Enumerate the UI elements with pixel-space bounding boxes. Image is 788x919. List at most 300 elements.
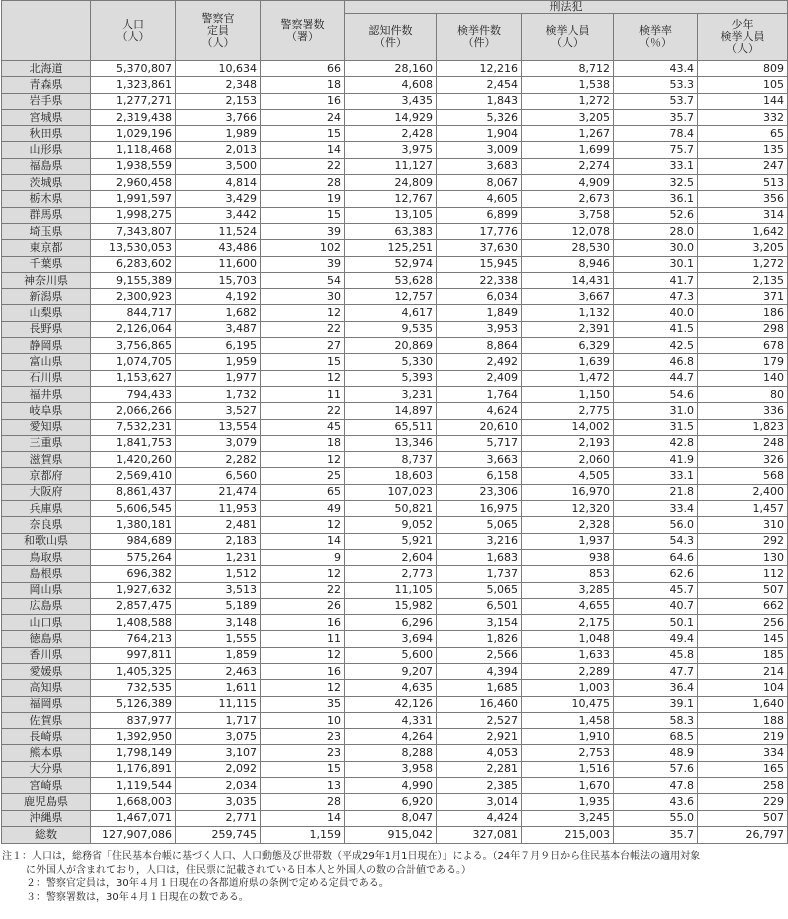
- value-cell: 52.6: [614, 207, 698, 223]
- prefecture-cell: 愛知県: [2, 419, 91, 435]
- value-cell: 28: [261, 175, 345, 191]
- note-3: ３：警察署数は，30年４月１日現在の数である。: [26, 891, 249, 903]
- value-cell: 41.5: [614, 321, 698, 337]
- value-cell: 513: [698, 175, 788, 191]
- value-cell: 43,486: [176, 240, 261, 256]
- value-cell: 2,604: [345, 549, 437, 565]
- value-cell: 2,391: [522, 321, 614, 337]
- value-cell: 1,467,071: [91, 810, 176, 826]
- table-row: [2, 386, 788, 402]
- value-cell: 188: [698, 712, 788, 728]
- value-cell: 20,869: [345, 338, 437, 354]
- value-cell: 1,472: [522, 370, 614, 386]
- value-cell: 1,176,891: [91, 761, 176, 777]
- value-cell: 1,998,275: [91, 207, 176, 223]
- value-cell: 27: [261, 338, 345, 354]
- table-row: [2, 810, 788, 826]
- value-cell: 2,921: [437, 729, 522, 745]
- prefecture-cell: 京都府: [2, 468, 91, 484]
- value-cell: 13,554: [176, 419, 261, 435]
- value-cell: 2,319,438: [91, 109, 176, 125]
- header-prefecture: [2, 1, 91, 61]
- table-row: [2, 647, 788, 663]
- value-cell: 1,457: [698, 501, 788, 517]
- prefecture-cell: 新潟県: [2, 289, 91, 305]
- table-row: [2, 435, 788, 451]
- value-cell: 14,897: [345, 403, 437, 419]
- prefecture-cell: 香川県: [2, 647, 91, 663]
- value-cell: 1,640: [698, 696, 788, 712]
- value-cell: 298: [698, 321, 788, 337]
- table-row: [2, 712, 788, 728]
- value-cell: 185: [698, 647, 788, 663]
- value-cell: 13: [261, 778, 345, 794]
- value-cell: 2,300,923: [91, 289, 176, 305]
- value-cell: 1,642: [698, 223, 788, 239]
- value-cell: 4,394: [437, 663, 522, 679]
- value-cell: 9,535: [345, 321, 437, 337]
- header-cleared-persons: 検挙人員 （人）: [522, 14, 614, 61]
- prefecture-cell: 奈良県: [2, 517, 91, 533]
- value-cell: 4,331: [345, 712, 437, 728]
- value-cell: 292: [698, 533, 788, 549]
- value-cell: 5,600: [345, 647, 437, 663]
- value-cell: 165: [698, 761, 788, 777]
- table-row: [2, 191, 788, 207]
- header-cleared-cases: 検挙件数 （件）: [437, 14, 522, 61]
- value-cell: 2,183: [176, 533, 261, 549]
- value-cell: 3,694: [345, 631, 437, 647]
- prefecture-cell: 福岡県: [2, 696, 91, 712]
- value-cell: 16: [261, 615, 345, 631]
- table-row: [2, 582, 788, 598]
- value-cell: 1,764: [437, 386, 522, 402]
- value-cell: 1,003: [522, 680, 614, 696]
- value-cell: 53.3: [614, 77, 698, 93]
- value-cell: 1,737: [437, 566, 522, 582]
- value-cell: 13,346: [345, 435, 437, 451]
- value-cell: 256: [698, 615, 788, 631]
- value-cell: 1,512: [176, 566, 261, 582]
- value-cell: 1,420,260: [91, 452, 176, 468]
- value-cell: 22: [261, 158, 345, 174]
- table-body: [2, 61, 788, 844]
- value-cell: 15: [261, 354, 345, 370]
- value-cell: 1,150: [522, 386, 614, 402]
- table-row: [2, 77, 788, 93]
- value-cell: 35.7: [614, 826, 698, 843]
- value-cell: 53.7: [614, 93, 698, 109]
- value-cell: 214: [698, 663, 788, 679]
- value-cell: 327,081: [437, 826, 522, 843]
- value-cell: 48.9: [614, 745, 698, 761]
- value-cell: 4,909: [522, 175, 614, 191]
- value-cell: 1,267: [522, 126, 614, 142]
- value-cell: 3,527: [176, 403, 261, 419]
- value-cell: 2,126,064: [91, 321, 176, 337]
- value-cell: 11: [261, 386, 345, 402]
- value-cell: 125,251: [345, 240, 437, 256]
- prefecture-cell: 鳥取県: [2, 549, 91, 565]
- value-cell: 258: [698, 778, 788, 794]
- value-cell: 33.1: [614, 468, 698, 484]
- value-cell: 65: [261, 484, 345, 500]
- table-row: [2, 761, 788, 777]
- value-cell: 64.6: [614, 549, 698, 565]
- value-cell: 5,370,807: [91, 61, 176, 77]
- value-cell: 6,920: [345, 794, 437, 810]
- value-cell: 662: [698, 598, 788, 614]
- value-cell: 4,617: [345, 305, 437, 321]
- value-cell: 4,655: [522, 598, 614, 614]
- value-cell: 5,326: [437, 109, 522, 125]
- value-cell: 568: [698, 468, 788, 484]
- value-cell: 6,899: [437, 207, 522, 223]
- value-cell: 575,264: [91, 549, 176, 565]
- prefecture-cell: 総数: [2, 826, 91, 843]
- table-row: [2, 598, 788, 614]
- value-cell: 22,338: [437, 272, 522, 288]
- value-cell: 63,383: [345, 223, 437, 239]
- table-row: [2, 778, 788, 794]
- value-cell: 1,555: [176, 631, 261, 647]
- value-cell: 16,975: [437, 501, 522, 517]
- value-cell: 1,683: [437, 549, 522, 565]
- value-cell: 107,023: [345, 484, 437, 500]
- value-cell: 4,814: [176, 175, 261, 191]
- table-row: [2, 517, 788, 533]
- value-cell: 104: [698, 680, 788, 696]
- prefecture-cell: 群馬県: [2, 207, 91, 223]
- value-cell: 2,527: [437, 712, 522, 728]
- value-cell: 15: [261, 761, 345, 777]
- value-cell: 215,003: [522, 826, 614, 843]
- value-cell: 14,929: [345, 109, 437, 125]
- value-cell: 24,809: [345, 175, 437, 191]
- value-cell: 1,826: [437, 631, 522, 647]
- value-cell: 65,511: [345, 419, 437, 435]
- value-cell: 12: [261, 452, 345, 468]
- table-row: [2, 663, 788, 679]
- value-cell: 2,857,475: [91, 598, 176, 614]
- value-cell: 10,634: [176, 61, 261, 77]
- value-cell: 2,385: [437, 778, 522, 794]
- value-cell: 2,463: [176, 663, 261, 679]
- value-cell: 105: [698, 77, 788, 93]
- value-cell: 35: [261, 696, 345, 712]
- prefecture-police-statistics-table: [1, 0, 788, 844]
- value-cell: 1,633: [522, 647, 614, 663]
- value-cell: 14: [261, 142, 345, 158]
- table-row: [2, 549, 788, 565]
- table-row: [2, 403, 788, 419]
- value-cell: 1,611: [176, 680, 261, 696]
- table-row: [2, 419, 788, 435]
- value-cell: 45: [261, 419, 345, 435]
- prefecture-cell: 島根県: [2, 566, 91, 582]
- value-cell: 3,014: [437, 794, 522, 810]
- value-cell: 1,935: [522, 794, 614, 810]
- value-cell: 31.5: [614, 419, 698, 435]
- value-cell: 33.4: [614, 501, 698, 517]
- value-cell: 8,288: [345, 745, 437, 761]
- value-cell: 3,663: [437, 452, 522, 468]
- value-cell: 49: [261, 501, 345, 517]
- value-cell: 1,048: [522, 631, 614, 647]
- value-cell: 3,513: [176, 582, 261, 598]
- value-cell: 1,841,753: [91, 435, 176, 451]
- prefecture-cell: 三重県: [2, 435, 91, 451]
- value-cell: 39: [261, 223, 345, 239]
- value-cell: 1,074,705: [91, 354, 176, 370]
- value-cell: 1,639: [522, 354, 614, 370]
- prefecture-cell: 兵庫県: [2, 501, 91, 517]
- value-cell: 1,859: [176, 647, 261, 663]
- table-row: [2, 354, 788, 370]
- value-cell: 314: [698, 207, 788, 223]
- value-cell: 1,231: [176, 549, 261, 565]
- value-cell: 809: [698, 61, 788, 77]
- value-cell: 78.4: [614, 126, 698, 142]
- value-cell: 1,405,325: [91, 663, 176, 679]
- value-cell: 49.4: [614, 631, 698, 647]
- prefecture-cell: 高知県: [2, 680, 91, 696]
- value-cell: 6,195: [176, 338, 261, 354]
- value-cell: 102: [261, 240, 345, 256]
- value-cell: 2,274: [522, 158, 614, 174]
- value-cell: 696,382: [91, 566, 176, 582]
- value-cell: 9: [261, 549, 345, 565]
- value-cell: 44.7: [614, 370, 698, 386]
- value-cell: 2,673: [522, 191, 614, 207]
- table-row: [2, 729, 788, 745]
- value-cell: 15: [261, 126, 345, 142]
- value-cell: 80: [698, 386, 788, 402]
- value-cell: 371: [698, 289, 788, 305]
- value-cell: 16,970: [522, 484, 614, 500]
- value-cell: 12: [261, 370, 345, 386]
- value-cell: 1,991,597: [91, 191, 176, 207]
- value-cell: 259,745: [176, 826, 261, 843]
- value-cell: 5,065: [437, 517, 522, 533]
- value-cell: 4,990: [345, 778, 437, 794]
- value-cell: 336: [698, 403, 788, 419]
- value-cell: 2,135: [698, 272, 788, 288]
- value-cell: 356: [698, 191, 788, 207]
- value-cell: 12: [261, 680, 345, 696]
- value-cell: 1,380,181: [91, 517, 176, 533]
- value-cell: 4,505: [522, 468, 614, 484]
- prefecture-cell: 静岡県: [2, 338, 91, 354]
- value-cell: 13,105: [345, 207, 437, 223]
- value-cell: 6,329: [522, 338, 614, 354]
- value-cell: 3,442: [176, 207, 261, 223]
- value-cell: 2,066,266: [91, 403, 176, 419]
- prefecture-cell: 大分県: [2, 761, 91, 777]
- value-cell: 35.7: [614, 109, 698, 125]
- value-cell: 5,921: [345, 533, 437, 549]
- value-cell: 1,277,271: [91, 93, 176, 109]
- value-cell: 57.6: [614, 761, 698, 777]
- value-cell: 10: [261, 712, 345, 728]
- value-cell: 9,155,389: [91, 272, 176, 288]
- value-cell: 37,630: [437, 240, 522, 256]
- value-cell: 2,092: [176, 761, 261, 777]
- prefecture-cell: 北海道: [2, 61, 91, 77]
- prefecture-cell: 長崎県: [2, 729, 91, 745]
- prefecture-cell: 富山県: [2, 354, 91, 370]
- value-cell: 10,475: [522, 696, 614, 712]
- value-cell: 36.4: [614, 680, 698, 696]
- value-cell: 1,717: [176, 712, 261, 728]
- value-cell: 915,042: [345, 826, 437, 843]
- value-cell: 1,959: [176, 354, 261, 370]
- value-cell: 1,989: [176, 126, 261, 142]
- value-cell: 1,516: [522, 761, 614, 777]
- value-cell: 2,328: [522, 517, 614, 533]
- value-cell: 310: [698, 517, 788, 533]
- table-row: [2, 272, 788, 288]
- value-cell: 2,153: [176, 93, 261, 109]
- prefecture-cell: 埼玉県: [2, 223, 91, 239]
- prefecture-cell: 福島県: [2, 158, 91, 174]
- table-row: [2, 289, 788, 305]
- table-row: [2, 207, 788, 223]
- value-cell: 28,530: [522, 240, 614, 256]
- value-cell: 16,460: [437, 696, 522, 712]
- value-cell: 1,670: [522, 778, 614, 794]
- value-cell: 46.8: [614, 354, 698, 370]
- value-cell: 3,487: [176, 321, 261, 337]
- value-cell: 62.6: [614, 566, 698, 582]
- value-cell: 8,864: [437, 338, 522, 354]
- value-cell: 1,904: [437, 126, 522, 142]
- header-police-officers: 警察官 定員 （人）: [176, 1, 261, 61]
- value-cell: 32.5: [614, 175, 698, 191]
- value-cell: 1,029,196: [91, 126, 176, 142]
- value-cell: 40.7: [614, 598, 698, 614]
- prefecture-cell: 岡山県: [2, 582, 91, 598]
- table-row: [2, 680, 788, 696]
- value-cell: 11,127: [345, 158, 437, 174]
- value-cell: 12: [261, 517, 345, 533]
- value-cell: 938: [522, 549, 614, 565]
- value-cell: 732,535: [91, 680, 176, 696]
- value-cell: 54.6: [614, 386, 698, 402]
- prefecture-cell: 石川県: [2, 370, 91, 386]
- value-cell: 1,843: [437, 93, 522, 109]
- value-cell: 3,216: [437, 533, 522, 549]
- value-cell: 21,474: [176, 484, 261, 500]
- table-row: [2, 256, 788, 272]
- table-row: [2, 321, 788, 337]
- value-cell: 42,126: [345, 696, 437, 712]
- value-cell: 2,282: [176, 452, 261, 468]
- value-cell: 45.7: [614, 582, 698, 598]
- value-cell: 25: [261, 468, 345, 484]
- table-row: [2, 468, 788, 484]
- value-cell: 19: [261, 191, 345, 207]
- table-row: [2, 615, 788, 631]
- value-cell: 30.0: [614, 240, 698, 256]
- value-cell: 984,689: [91, 533, 176, 549]
- value-cell: 22: [261, 582, 345, 598]
- value-cell: 58.3: [614, 712, 698, 728]
- value-cell: 22: [261, 403, 345, 419]
- value-cell: 3,154: [437, 615, 522, 631]
- value-cell: 12,767: [345, 191, 437, 207]
- value-cell: 26: [261, 598, 345, 614]
- value-cell: 41.7: [614, 272, 698, 288]
- value-cell: 26,797: [698, 826, 788, 843]
- prefecture-cell: 福井県: [2, 386, 91, 402]
- prefecture-cell: 大阪府: [2, 484, 91, 500]
- value-cell: 65: [698, 126, 788, 142]
- value-cell: 43.6: [614, 794, 698, 810]
- header-population: 人口 （人）: [91, 1, 176, 61]
- value-cell: 140: [698, 370, 788, 386]
- value-cell: 3,958: [345, 761, 437, 777]
- value-cell: 1,272: [522, 93, 614, 109]
- table-row: [2, 126, 788, 142]
- value-cell: 28: [261, 794, 345, 810]
- value-cell: 2,569,410: [91, 468, 176, 484]
- value-cell: 2,348: [176, 77, 261, 93]
- value-cell: 31.0: [614, 403, 698, 419]
- value-cell: 4,624: [437, 403, 522, 419]
- value-cell: 9,207: [345, 663, 437, 679]
- value-cell: 40.0: [614, 305, 698, 321]
- value-cell: 135: [698, 142, 788, 158]
- value-cell: 33.1: [614, 158, 698, 174]
- value-cell: 5,393: [345, 370, 437, 386]
- value-cell: 186: [698, 305, 788, 321]
- value-cell: 50,821: [345, 501, 437, 517]
- value-cell: 5,330: [345, 354, 437, 370]
- value-cell: 39: [261, 256, 345, 272]
- value-cell: 47.8: [614, 778, 698, 794]
- value-cell: 997,811: [91, 647, 176, 663]
- value-cell: 11,953: [176, 501, 261, 517]
- prefecture-cell: 熊本県: [2, 745, 91, 761]
- prefecture-cell: 長野県: [2, 321, 91, 337]
- value-cell: 2,771: [176, 810, 261, 826]
- value-cell: 12: [261, 647, 345, 663]
- prefecture-cell: 徳島県: [2, 631, 91, 647]
- value-cell: 11: [261, 631, 345, 647]
- value-cell: 18: [261, 435, 345, 451]
- value-cell: 12: [261, 566, 345, 582]
- value-cell: 23,306: [437, 484, 522, 500]
- value-cell: 1,699: [522, 142, 614, 158]
- value-cell: 13,530,053: [91, 240, 176, 256]
- value-cell: 12,757: [345, 289, 437, 305]
- value-cell: 21.8: [614, 484, 698, 500]
- value-cell: 2,492: [437, 354, 522, 370]
- value-cell: 1,938,559: [91, 158, 176, 174]
- value-cell: 2,013: [176, 142, 261, 158]
- value-cell: 334: [698, 745, 788, 761]
- prefecture-cell: 山梨県: [2, 305, 91, 321]
- value-cell: 9,052: [345, 517, 437, 533]
- value-cell: 2,566: [437, 647, 522, 663]
- value-cell: 6,560: [176, 468, 261, 484]
- value-cell: 5,065: [437, 582, 522, 598]
- value-cell: 2,775: [522, 403, 614, 419]
- value-cell: 2,428: [345, 126, 437, 142]
- value-cell: 144: [698, 93, 788, 109]
- value-cell: 1,910: [522, 729, 614, 745]
